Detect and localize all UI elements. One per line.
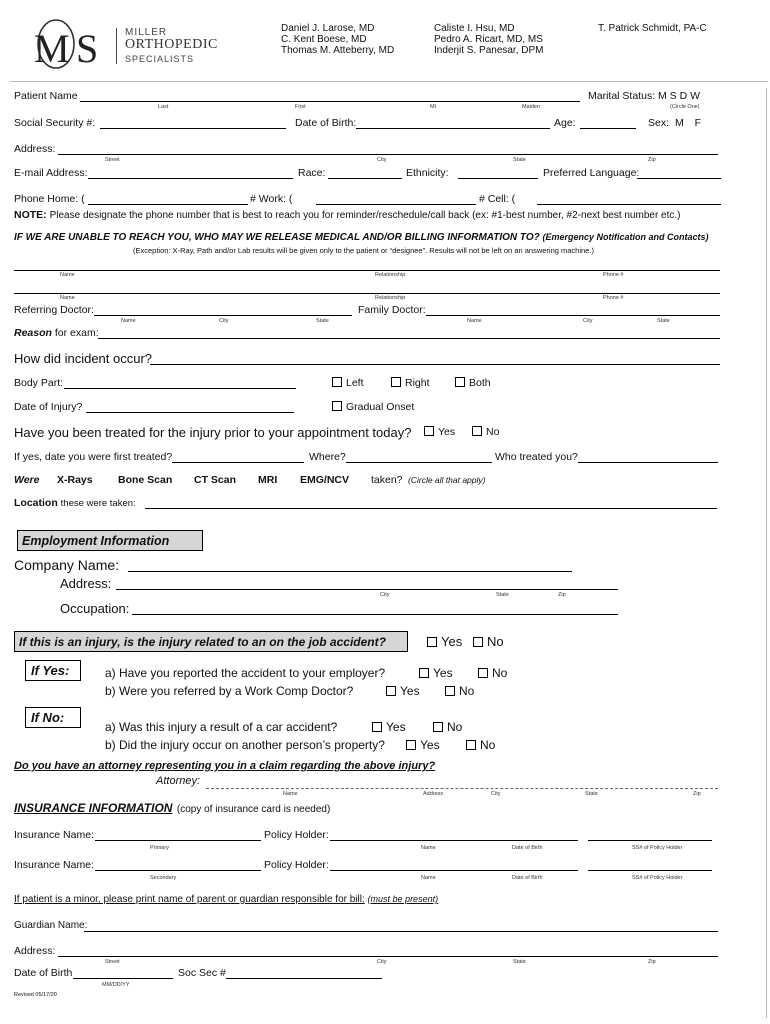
referring-label: Referring Doctor: bbox=[14, 304, 94, 316]
treated-label: Have you been treated for the injury prior to your appointment today? bbox=[14, 425, 412, 440]
reported-yes[interactable] bbox=[419, 666, 453, 680]
sex-options[interactable]: M F bbox=[675, 117, 702, 129]
phone-cell-field[interactable] bbox=[537, 204, 721, 205]
reason-label bbox=[14, 327, 99, 339]
emp-sub-state: State bbox=[496, 592, 509, 598]
minor-dob-label: Date of Birth bbox=[14, 967, 73, 979]
att-sub-city: City bbox=[491, 791, 501, 797]
release-heading-note: (Emergency Notification and Contacts) bbox=[542, 232, 709, 242]
treated-no-checkbox[interactable] bbox=[472, 426, 482, 436]
note-text: Please designate the phone number that is best to reach you for reminder/reschedule/call back (ex: #1-best number, #2-next best number etc.) bbox=[49, 210, 681, 221]
injury-date-field[interactable] bbox=[86, 412, 294, 413]
address-field[interactable] bbox=[58, 154, 718, 155]
ins-sub-ssn-1: SS# of Policy Holder bbox=[632, 845, 683, 851]
att-sub-address: Address bbox=[423, 791, 444, 797]
who-label: Who treated you? bbox=[495, 451, 578, 463]
imaging-emg-ncv[interactable]: EMG/NCV bbox=[300, 474, 350, 486]
car-yes[interactable] bbox=[372, 720, 406, 734]
reason-bold: Reason bbox=[14, 327, 52, 339]
first-treated-label: If yes, date you were first treated? bbox=[14, 451, 173, 463]
left-label: Left bbox=[346, 377, 364, 389]
car-no-label: No bbox=[447, 720, 463, 734]
ref-sub-city: City bbox=[219, 318, 229, 324]
language-field[interactable] bbox=[637, 178, 721, 179]
injury-no[interactable] bbox=[473, 634, 504, 649]
both-option[interactable] bbox=[455, 377, 491, 389]
body-part-label: Body Part: bbox=[14, 377, 64, 389]
age-field[interactable] bbox=[580, 128, 636, 129]
age-label: Age: bbox=[554, 117, 576, 129]
phone-work-label: # Work: ( bbox=[250, 193, 293, 205]
reported-yes-checkbox[interactable] bbox=[419, 668, 429, 678]
insurance-heading-row bbox=[14, 799, 330, 817]
guardian-field[interactable] bbox=[84, 931, 718, 932]
imaging-bone-scan[interactable]: Bone Scan bbox=[118, 474, 173, 486]
insurance-heading: INSURANCE INFORMATION bbox=[14, 801, 173, 815]
sub-state: State bbox=[513, 157, 526, 163]
body-part-field[interactable] bbox=[64, 388, 296, 389]
attorney-field[interactable] bbox=[206, 788, 718, 789]
if-yes-box: If Yes: bbox=[25, 660, 81, 681]
referring-field[interactable] bbox=[94, 315, 352, 316]
location-field[interactable] bbox=[145, 508, 717, 509]
both-label: Both bbox=[469, 377, 491, 389]
treated-yes-checkbox[interactable] bbox=[424, 426, 434, 436]
att-sub-zip: Zip bbox=[693, 791, 701, 797]
insurance-primary-label: Insurance Name: bbox=[14, 829, 94, 841]
property-no-checkbox[interactable] bbox=[466, 740, 476, 750]
sub-phone-1: Phone # bbox=[603, 272, 624, 278]
minor-address-field[interactable] bbox=[58, 956, 718, 957]
ssn-label: Social Security #: bbox=[14, 117, 96, 129]
sub-maiden: Maiden bbox=[522, 104, 541, 110]
guardian-label: Guardian Name: bbox=[14, 920, 88, 931]
car-accident-question: a) Was this injury a result of a car accident? bbox=[105, 720, 338, 734]
where-field[interactable] bbox=[346, 462, 492, 463]
sub-zip: Zip bbox=[648, 157, 656, 163]
right-checkbox[interactable] bbox=[391, 377, 401, 387]
property-yes[interactable] bbox=[406, 738, 440, 752]
logo-line3: SPECIALISTS bbox=[125, 54, 195, 64]
ethnicity-label: Ethnicity: bbox=[406, 167, 449, 179]
referred-no[interactable] bbox=[445, 684, 474, 698]
note-label: NOTE: bbox=[14, 209, 47, 221]
reported-question: a) Have you reported the accident to your employer? bbox=[105, 666, 386, 680]
who-field[interactable] bbox=[578, 462, 718, 463]
logo-line1: MILLER bbox=[125, 27, 168, 38]
gradual-label: Gradual Onset bbox=[346, 401, 415, 413]
taken-label: taken? bbox=[371, 474, 403, 486]
fam-sub-state: State bbox=[657, 318, 670, 324]
location-bold: Location bbox=[14, 497, 58, 509]
fam-sub-city: City bbox=[583, 318, 593, 324]
dob-label: Date of Birth: bbox=[295, 117, 357, 129]
property-yes-label: Yes bbox=[420, 738, 440, 752]
release-contact-1[interactable] bbox=[14, 270, 720, 271]
referred-question: b) Were you referred by a Work Comp Doctor? bbox=[105, 684, 354, 698]
employment-heading: Employment Information bbox=[17, 530, 203, 551]
address-label: Address: bbox=[14, 143, 56, 155]
ref-sub-name: Name bbox=[121, 318, 136, 324]
right-option[interactable] bbox=[391, 377, 430, 389]
doctor-3: Thomas M. Atteberry, MD bbox=[281, 45, 395, 56]
gradual-option[interactable] bbox=[332, 401, 414, 413]
sub-city: City bbox=[377, 157, 387, 163]
property-no[interactable] bbox=[466, 738, 495, 752]
minor-soc-label: Soc Sec # bbox=[178, 967, 226, 979]
ins-sub-dob-2: Date of Birth bbox=[512, 875, 543, 881]
occupation-field[interactable] bbox=[132, 614, 618, 615]
ins-sub-dob-1: Date of Birth bbox=[512, 845, 543, 851]
sub-secondary: Secondary bbox=[150, 875, 177, 881]
marital-label: Marital Status: bbox=[588, 90, 656, 102]
minor-sub-street: Street bbox=[105, 959, 120, 965]
insurance-note: (copy of insurance card is needed) bbox=[176, 804, 331, 815]
sub-mmddyy: MM/DD/YY bbox=[102, 982, 130, 988]
att-sub-state: State bbox=[585, 791, 598, 797]
property-yes-checkbox[interactable] bbox=[406, 740, 416, 750]
car-no[interactable] bbox=[433, 720, 462, 734]
email-label: E-mail Address: bbox=[14, 167, 88, 179]
car-no-checkbox[interactable] bbox=[433, 722, 443, 732]
release-exception: (Exception: X-Ray, Path and/or Lab results will be given only to the patient or “designee”. Results will not be left on an answering machine.) bbox=[133, 246, 594, 255]
sub-relationship-1: Relationship bbox=[375, 272, 406, 278]
both-checkbox[interactable] bbox=[455, 377, 465, 387]
company-field[interactable] bbox=[128, 571, 572, 572]
referred-yes-checkbox[interactable] bbox=[386, 686, 396, 696]
phone-cell-label: # Cell: ( bbox=[479, 193, 516, 205]
reported-no-label: No bbox=[492, 666, 508, 680]
referred-yes[interactable] bbox=[386, 684, 420, 698]
phone-home-field[interactable] bbox=[88, 204, 248, 205]
sub-mi: MI bbox=[430, 104, 437, 110]
phone-work-field[interactable] bbox=[316, 204, 476, 205]
car-yes-label: Yes bbox=[386, 720, 406, 734]
ethnicity-field[interactable] bbox=[458, 178, 538, 179]
location-rest: these were taken: bbox=[60, 498, 136, 509]
doctor-7: T. Patrick Schmidt, PA-C bbox=[598, 23, 707, 34]
header-rule bbox=[10, 81, 768, 82]
patient-name-field[interactable] bbox=[80, 101, 580, 102]
incident-label: How did incident occur? bbox=[14, 351, 153, 366]
insurance-primary-field[interactable] bbox=[95, 840, 261, 841]
circle-all: (Circle all that apply) bbox=[408, 475, 486, 485]
injury-yes-checkbox[interactable] bbox=[427, 637, 437, 647]
injury-date-label: Date of Injury? bbox=[14, 401, 83, 413]
minor-label: If patient is a minor, please print name of parent or guardian responsible for bill: bbox=[14, 894, 365, 905]
reported-yes-label: Yes bbox=[433, 666, 453, 680]
first-treated-field[interactable] bbox=[172, 462, 304, 463]
sub-name-1: Name bbox=[60, 272, 75, 278]
att-sub-name: Name bbox=[283, 791, 298, 797]
company-label: Company Name: bbox=[14, 557, 120, 573]
logo-monogram-icon bbox=[28, 16, 110, 76]
attorney-label: Attorney: bbox=[156, 775, 201, 787]
property-no-label: No bbox=[480, 738, 496, 752]
ssn-field[interactable] bbox=[100, 128, 286, 129]
release-contact-2[interactable] bbox=[14, 293, 720, 294]
dob-field[interactable] bbox=[356, 128, 550, 129]
ins-sub-name-2: Name bbox=[421, 875, 436, 881]
release-heading-row bbox=[14, 232, 709, 243]
holder-secondary-field[interactable] bbox=[330, 870, 578, 871]
injury-no-checkbox[interactable] bbox=[473, 637, 483, 647]
right-border bbox=[766, 88, 767, 1018]
ref-sub-state: State bbox=[316, 318, 329, 324]
emp-sub-zip: Zip bbox=[558, 592, 566, 598]
doctor-4: Caliste I. Hsu, MD bbox=[434, 23, 515, 34]
emp-address-field[interactable] bbox=[116, 589, 618, 590]
minor-sub-zip: Zip bbox=[648, 959, 656, 965]
referred-no-label: No bbox=[459, 684, 475, 698]
fam-sub-name: Name bbox=[467, 318, 482, 324]
minor-soc-field[interactable] bbox=[226, 978, 382, 979]
sex-label: Sex: bbox=[648, 117, 670, 129]
were-label: Were bbox=[14, 474, 40, 486]
insurance-secondary-label: Insurance Name: bbox=[14, 859, 94, 871]
injury-no-label: No bbox=[487, 634, 504, 649]
property-question: b) Did the injury occur on another person’s property? bbox=[105, 738, 385, 752]
marital-options[interactable]: M S D W bbox=[658, 90, 700, 102]
imaging-ct-scan[interactable]: CT Scan bbox=[194, 474, 237, 486]
patient-name-label: Patient Name bbox=[14, 90, 78, 102]
minor-sub-state: State bbox=[513, 959, 526, 965]
if-no-box: If No: bbox=[25, 707, 81, 728]
treated-no-label: No bbox=[486, 426, 500, 438]
reason-field[interactable] bbox=[98, 338, 720, 339]
logo-line2: ORTHOPEDIC bbox=[125, 37, 218, 52]
svg-text:M: M bbox=[34, 26, 70, 71]
doctor-6: Inderjit S. Panesar, DPM bbox=[434, 45, 544, 56]
race-field[interactable] bbox=[328, 178, 402, 179]
sub-first: First bbox=[295, 104, 306, 110]
holder-secondary-label: Policy Holder: bbox=[264, 859, 329, 871]
imaging-mri[interactable]: MRI bbox=[258, 474, 278, 486]
referred-yes-label: Yes bbox=[400, 684, 420, 698]
svg-text:S: S bbox=[76, 26, 99, 71]
phone-home-label: Phone Home: ( bbox=[14, 193, 85, 205]
family-label: Family Doctor: bbox=[358, 304, 426, 316]
car-yes-checkbox[interactable] bbox=[372, 722, 382, 732]
injury-question: If this is an injury, is the injury related to an on the job accident? bbox=[14, 631, 408, 652]
minor-row bbox=[14, 894, 438, 905]
right-label: Right bbox=[405, 377, 430, 389]
sub-primary: Primary bbox=[150, 845, 169, 851]
treated-yes[interactable] bbox=[424, 426, 455, 438]
holder-primary-label: Policy Holder: bbox=[264, 829, 329, 841]
ssn-secondary-field[interactable] bbox=[588, 870, 712, 871]
note bbox=[14, 209, 681, 221]
doctor-1: Daniel J. Larose, MD bbox=[281, 23, 375, 34]
ins-sub-name-1: Name bbox=[421, 845, 436, 851]
family-field[interactable] bbox=[426, 315, 720, 316]
sub-phone-2: Phone # bbox=[603, 295, 624, 301]
reason-rest: for exam: bbox=[54, 327, 99, 339]
doctor-5: Pedro A. Ricart, MD, MS bbox=[434, 34, 543, 45]
left-option[interactable] bbox=[332, 377, 364, 389]
doctor-2: C. Kent Boese, MD bbox=[281, 34, 367, 45]
injury-yes[interactable] bbox=[427, 634, 462, 649]
gradual-checkbox[interactable] bbox=[332, 401, 342, 411]
ins-sub-ssn-2: SS# of Policy Holder bbox=[632, 875, 683, 881]
where-label: Where? bbox=[309, 451, 346, 463]
sub-circle-one: (Circle One) bbox=[670, 104, 700, 110]
ssn-primary-field[interactable] bbox=[588, 840, 712, 841]
location-label bbox=[14, 497, 136, 509]
imaging-xrays[interactable]: X-Rays bbox=[57, 474, 93, 486]
emp-address-label: Address: bbox=[60, 576, 112, 591]
attorney-question: Do you have an attorney representing you in a claim regarding the above injury? bbox=[14, 760, 436, 772]
referred-no-checkbox[interactable] bbox=[445, 686, 455, 696]
release-heading: IF WE ARE UNABLE TO REACH YOU, WHO MAY WE RELEASE MEDICAL AND/OR BILLING INFORMATION TO? bbox=[14, 232, 540, 243]
minor-note: (must be present) bbox=[367, 894, 439, 904]
holder-primary-field[interactable] bbox=[330, 840, 578, 841]
insurance-secondary-field[interactable] bbox=[95, 870, 261, 871]
emp-sub-city: City bbox=[380, 592, 390, 598]
email-field[interactable] bbox=[88, 178, 293, 179]
language-label: Preferred Language: bbox=[543, 167, 640, 179]
minor-dob-field[interactable] bbox=[73, 978, 173, 979]
reported-no-checkbox[interactable] bbox=[478, 668, 488, 678]
minor-sub-city: City bbox=[377, 959, 387, 965]
sub-relationship-2: Relationship bbox=[375, 295, 406, 301]
minor-address-label: Address: bbox=[14, 945, 56, 957]
sub-last: Last bbox=[158, 104, 169, 110]
treated-yes-label: Yes bbox=[438, 426, 456, 438]
race-label: Race: bbox=[298, 167, 326, 179]
incident-field[interactable] bbox=[150, 364, 720, 365]
left-checkbox[interactable] bbox=[332, 377, 342, 387]
injury-yes-label: Yes bbox=[441, 634, 463, 649]
occupation-label: Occupation: bbox=[60, 601, 130, 616]
treated-no[interactable] bbox=[472, 426, 499, 438]
reported-no[interactable] bbox=[478, 666, 507, 680]
sub-name-2: Name bbox=[60, 295, 75, 301]
revised-date: Revised 05/17/20 bbox=[14, 992, 57, 998]
sub-street: Street bbox=[105, 157, 120, 163]
